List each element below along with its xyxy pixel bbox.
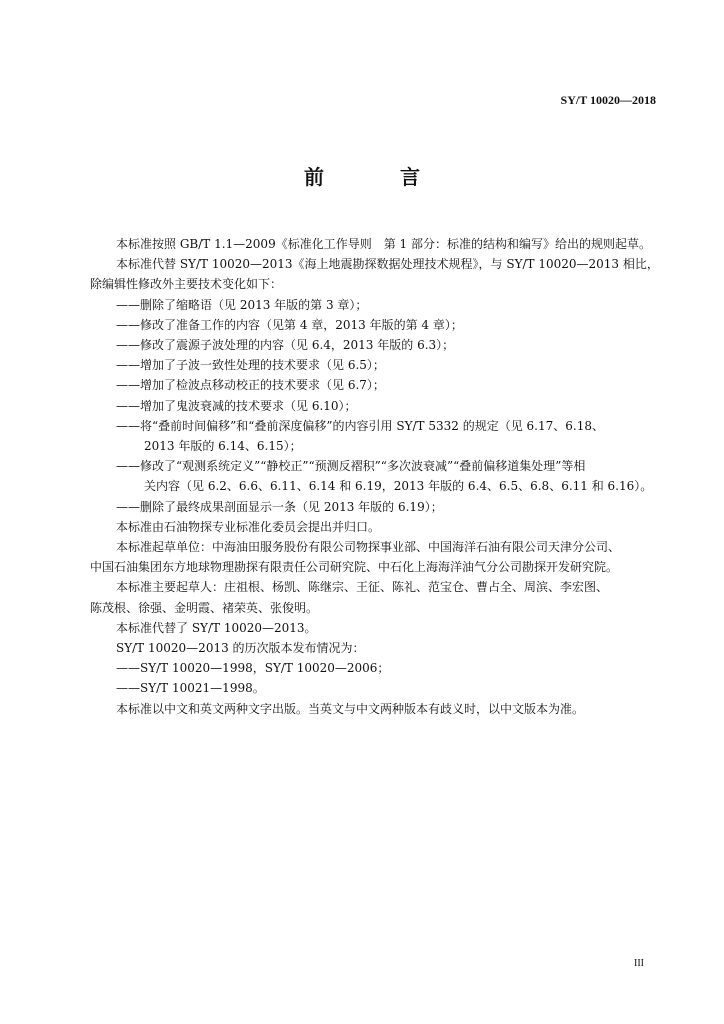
list-item: ——删除了缩略语（见 2013 年版的第 3 章）； [116, 297, 368, 312]
paragraph: 本标准按照 GB/T 1.1—2009《标准化工作导则 第 1 部分：标准的结构和编写》给出的规则起草。 [116, 237, 651, 251]
list-item-continuation: 2013 年版的 6.14、6.15）； [144, 439, 302, 454]
paragraph: 本标准起草单位：中海油田服务股份有限公司物探事业部、中国海洋石油有限公司天津分公司、 [116, 540, 621, 555]
list-item: ——将“叠前时间偏移”和“叠前深度偏移”的内容引用 SY/T 5332 的规定（见 6.17、6.18、 [116, 418, 604, 433]
list-item: ——修改了震源子波处理的内容（见 6.4，2013 年版的 6.3）； [116, 338, 455, 353]
paragraph: 本标准代替 SY/T 10020—2013《海上地震勘探数据处理技术规程》，与 SY/T 10020—2013 相比， [116, 257, 659, 272]
paragraph: 中国石油集团东方地球物理勘探有限责任公司研究院、中石化上海海洋油气分公司勘探开发研究院。 [90, 560, 619, 575]
list-item: ——删除了最终成果剖面显示一条（见 2013 年版的 6.19）； [116, 499, 443, 514]
foreword-body [90, 234, 659, 719]
page-title: 前 言 [304, 165, 448, 189]
list-item: ——SY/T 10021—1998。 [116, 681, 265, 696]
list-item: ——增加了子波一致性处理的技术要求（见 6.5）； [116, 358, 385, 373]
page-number: III [634, 958, 644, 969]
list-item: ——SY/T 10020—1998，SY/T 10020—2006； [116, 661, 390, 676]
paragraph: 本标准由石油物探专业标准化委员会提出并归口。 [116, 519, 381, 534]
list-item-continuation: 关内容（见 6.2、6.6、6.11、6.14 和 6.19，2013 年版的 6.4、6.5、6.8、6.11 和 6.16）。 [144, 479, 653, 494]
paragraph: 除编辑性修改外主要技术变化如下： [90, 277, 283, 292]
list-item: ——增加了检波点移动校正的技术要求（见 6.7）； [116, 378, 385, 393]
paragraph: 本标准以中文和英文两种文字出版。当英文与中文两种版本有歧义时，以中文版本为准。 [116, 701, 585, 716]
list-item: ——修改了“观测系统定义”“静校正”“预测反褶积”“多次波衰减”“叠前偏移道集处理”等相 [116, 459, 586, 474]
paragraph: SY/T 10020—2013 的历次版本发布情况为： [116, 641, 365, 656]
document-code: SY/T 10020—2018 [560, 93, 656, 107]
paragraph: 本标准代替了 SY/T 10020—2013。 [116, 620, 317, 635]
paragraph: 陈茂根、徐强、金明霞、褚荣英、张俊明。 [90, 600, 319, 615]
paragraph: 本标准主要起草人：庄祖根、杨凯、陈继宗、王征、陈礼、范宝仓、曹占全、周滨、李宏图、 [116, 580, 609, 595]
list-item: ——增加了鬼波衰减的技术要求（见 6.10）； [116, 398, 357, 413]
list-item: ——修改了准备工作的内容（见第 4 章，2013 年版的第 4 章）； [116, 317, 463, 332]
